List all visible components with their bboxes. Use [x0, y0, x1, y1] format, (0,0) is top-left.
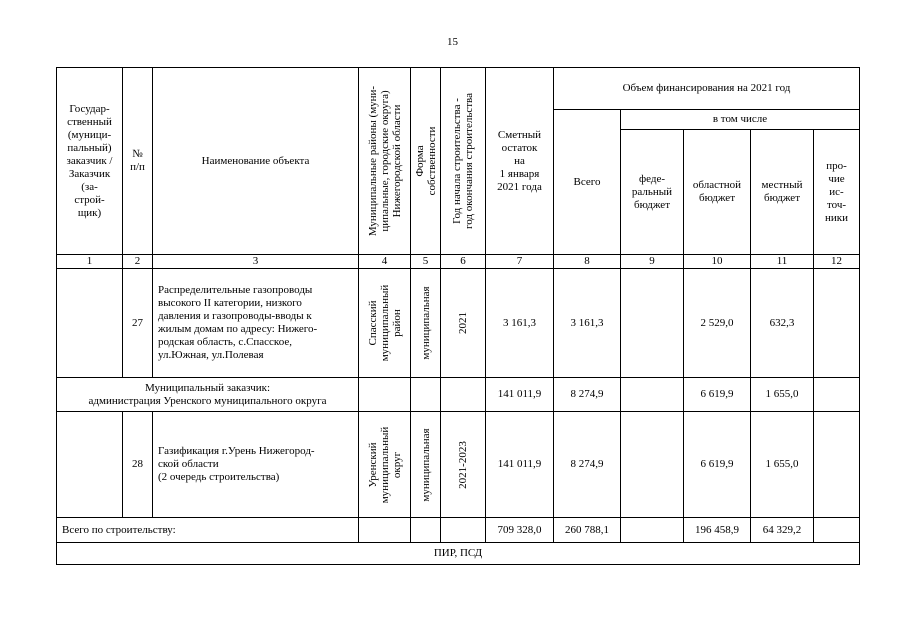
row27-district	[359, 269, 411, 378]
text-line: ул.Южная, ул.Полевая	[158, 349, 264, 361]
row28-remainder: 141 011,9	[486, 412, 554, 518]
text-line: Форма	[413, 145, 426, 177]
text-line: Распределительные газопроводы	[158, 284, 313, 296]
row28-district	[359, 412, 411, 518]
text-line: (муници-	[67, 128, 112, 141]
row27-district-lines	[367, 285, 403, 362]
row28-local: 1 655,0	[751, 412, 814, 518]
text-line: бюджет	[634, 198, 670, 211]
text-line: администрация Уренского муниципального округа	[88, 394, 327, 407]
customer-remainder: 141 011,9	[486, 378, 554, 412]
header-remainder	[486, 68, 554, 255]
text-line: родская область, с.Спасское,	[158, 336, 292, 348]
total-federal	[621, 518, 684, 543]
text-line: собственности	[425, 126, 438, 196]
customer-label-lines	[57, 382, 358, 408]
col-number: 4	[359, 255, 411, 269]
col-number: 6	[441, 255, 486, 269]
header-regional	[684, 130, 751, 255]
text-line: точ-	[826, 198, 847, 211]
header-other-lines	[814, 160, 859, 225]
col-number: 2	[123, 255, 153, 269]
text-line: пальный)	[67, 141, 112, 154]
col-number: 5	[411, 255, 441, 269]
customer-empty	[411, 378, 441, 412]
row28-total: 8 274,9	[554, 412, 621, 518]
customer-other	[814, 378, 860, 412]
text-line: остаток	[501, 141, 538, 154]
text-line: 2021 года	[497, 180, 542, 193]
total-local: 64 329,2	[751, 518, 814, 543]
text-line: чие	[828, 172, 845, 185]
text-line: ральный	[631, 185, 673, 198]
text-line: ники	[824, 211, 848, 224]
total-empty	[359, 518, 411, 543]
header-remainder-lines	[486, 129, 553, 194]
text-line: Муниципальные районы (муни-	[366, 85, 379, 237]
text-line: 1 января	[499, 167, 540, 180]
row28-object-name	[153, 412, 359, 518]
text-line: на	[514, 154, 525, 167]
section-title: ПИР, ПСД	[57, 543, 860, 565]
text-line: п/п	[130, 161, 145, 173]
text-line: феде-	[638, 172, 665, 185]
row27-ownership-text: муниципальная	[419, 286, 432, 360]
text-line: щик)	[77, 206, 102, 219]
customer-federal	[621, 378, 684, 412]
total-other	[814, 518, 860, 543]
total-label: Всего по строительству:	[57, 518, 359, 543]
col-number: 7	[486, 255, 554, 269]
text-line: год окончания строительства	[463, 93, 475, 229]
row27-years-text: 2021	[457, 312, 469, 334]
financing-table	[56, 67, 860, 565]
text-line: ственный	[67, 115, 112, 128]
row28-years-text: 2021-2023	[457, 440, 469, 489]
customer-label	[57, 378, 359, 412]
text-line: Спасский	[366, 300, 379, 346]
text-line: про-	[826, 159, 847, 172]
row27-other	[814, 269, 860, 378]
text-line: ской области	[158, 458, 219, 470]
row28-regional: 6 619,9	[684, 412, 751, 518]
text-line: Уренский	[366, 441, 379, 488]
col-number: 12	[814, 255, 860, 269]
text-line: Газификация г.Урень Нижегород-	[158, 445, 315, 457]
row28-other	[814, 412, 860, 518]
row27-object-name	[153, 269, 359, 378]
row27-federal	[621, 269, 684, 378]
text-line: местный	[761, 179, 803, 191]
header-customer-lines	[57, 103, 122, 220]
header-districts	[359, 68, 411, 255]
text-line: ципальные, городские округа)	[378, 90, 391, 232]
row27-ownership	[411, 269, 441, 378]
row27-local: 632,3	[751, 269, 814, 378]
total-remainder: 709 328,0	[486, 518, 554, 543]
header-districts-lines	[367, 86, 403, 236]
text-line: Сметный	[497, 128, 542, 141]
total-row	[57, 518, 860, 543]
customer-row	[57, 378, 860, 412]
row27-customer	[57, 269, 123, 378]
text-line: округ	[390, 451, 403, 478]
total-total: 260 788,1	[554, 518, 621, 543]
total-regional: 196 458,9	[684, 518, 751, 543]
text-line: Государ-	[69, 102, 110, 115]
col-number: 3	[153, 255, 359, 269]
row27-regional: 2 529,0	[684, 269, 751, 378]
text-line: бюджет	[764, 192, 800, 204]
text-line: высокого II категории, низкого	[158, 297, 302, 309]
table-row	[57, 412, 860, 518]
col-number: 10	[684, 255, 751, 269]
row28-federal	[621, 412, 684, 518]
text-line: (за-	[81, 180, 98, 193]
header-including: в том числе	[621, 110, 860, 130]
header-total: Всего	[554, 110, 621, 255]
row28-district-lines	[367, 426, 403, 503]
total-empty	[411, 518, 441, 543]
text-line: Нижегородской области	[390, 104, 403, 218]
customer-total: 8 274,9	[554, 378, 621, 412]
text-line: №	[132, 148, 143, 160]
row27-number: 27	[123, 269, 153, 378]
table-row	[57, 269, 860, 378]
row28-number: 28	[123, 412, 153, 518]
header-ownership	[411, 68, 441, 255]
header-local-lines	[751, 179, 813, 205]
header-years-lines	[451, 93, 475, 229]
row28-years	[441, 412, 486, 518]
section-row	[57, 543, 860, 565]
text-line: строй-	[74, 193, 105, 206]
text-line: Год начала строительства -	[451, 98, 463, 224]
header-years	[441, 68, 486, 255]
header-row-number	[123, 68, 153, 255]
customer-regional: 6 619,9	[684, 378, 751, 412]
customer-local: 1 655,0	[751, 378, 814, 412]
column-numbers-row	[57, 255, 860, 269]
text-line: бюджет	[699, 192, 735, 204]
customer-empty	[359, 378, 411, 412]
row27-total: 3 161,3	[554, 269, 621, 378]
header-ownership-lines	[414, 127, 438, 196]
text-line: областной	[692, 179, 742, 191]
row27-object-name-lines	[158, 284, 358, 362]
header-funding-title: Объем финансирования на 2021 год	[554, 68, 860, 110]
text-line: давления и газопроводы-вводы к	[158, 310, 312, 322]
page-number: 15	[447, 36, 458, 48]
header-federal-lines	[621, 173, 683, 212]
header-customer	[57, 68, 123, 255]
text-line: Заказчик	[68, 167, 111, 180]
text-line: муниципальный	[378, 284, 391, 362]
customer-empty	[441, 378, 486, 412]
header-regional-lines	[684, 179, 750, 205]
col-number: 9	[621, 255, 684, 269]
header-other	[814, 130, 860, 255]
total-empty	[441, 518, 486, 543]
text-line: муниципальный	[378, 426, 391, 503]
text-line: (2 очередь строительства)	[158, 471, 280, 483]
header-federal	[621, 130, 684, 255]
header-object-name: Наименование объекта	[153, 68, 359, 255]
text-line: Муниципальный заказчик:	[144, 381, 271, 394]
col-number: 8	[554, 255, 621, 269]
row27-years	[441, 269, 486, 378]
header-row-number-lines	[123, 148, 152, 174]
row27-remainder: 3 161,3	[486, 269, 554, 378]
row28-ownership	[411, 412, 441, 518]
text-line: заказчик /	[66, 154, 113, 167]
text-line: жилым домам по адресу: Нижего-	[158, 323, 318, 335]
text-line: ис-	[829, 185, 844, 198]
row28-ownership-text: муниципальная	[419, 427, 432, 502]
row28-customer	[57, 412, 123, 518]
col-number: 11	[751, 255, 814, 269]
text-line: район	[390, 309, 403, 337]
row28-object-name-lines	[158, 445, 358, 484]
col-number: 1	[57, 255, 123, 269]
header-local	[751, 130, 814, 255]
